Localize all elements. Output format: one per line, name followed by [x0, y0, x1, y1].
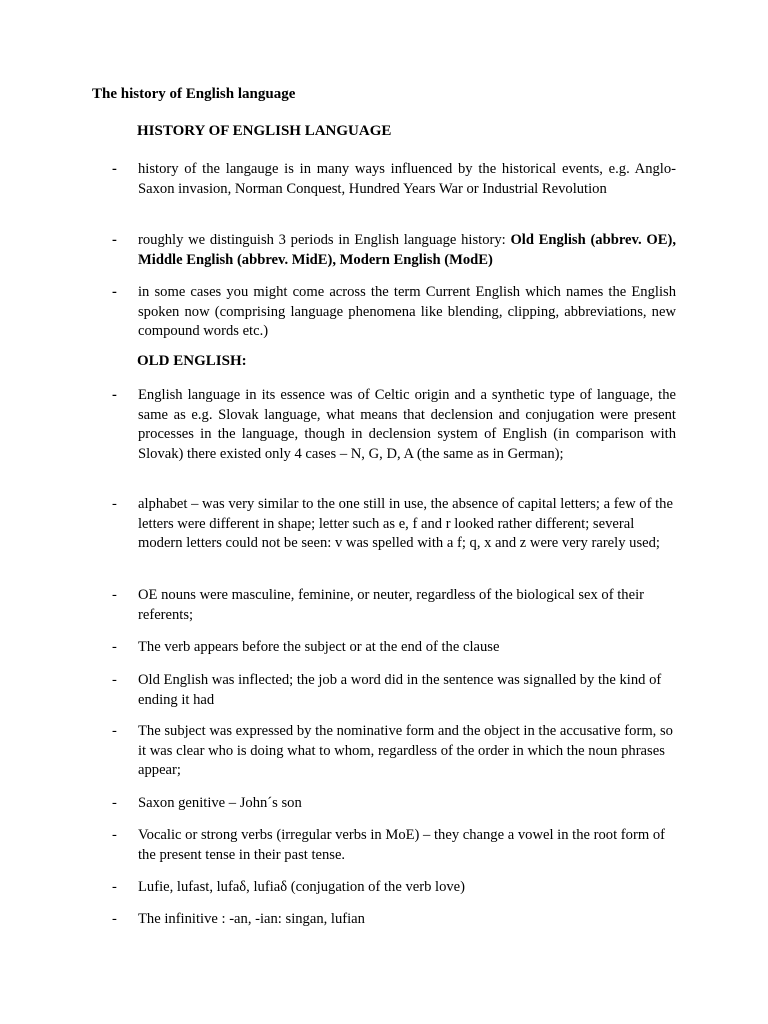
- heading-old-english: OLD ENGLISH:: [137, 353, 247, 369]
- bullet-dash: -: [112, 387, 117, 403]
- list-item: [112, 826, 676, 865]
- list-item-text: The infinitive : -an, -ian: singan, lufian: [138, 911, 365, 927]
- bullet-dash: -: [112, 496, 117, 512]
- list-item: [112, 495, 676, 554]
- list-item: [112, 794, 676, 814]
- list-item-text: in some cases you might come across the term Current English which names the English spoken now (comprising language phenomena like blending, clipping, abbreviations, new compound words etc.): [138, 284, 676, 339]
- list-item-text: Old English was inflected; the job a word did in the sentence was signalled by the kind of ending it had: [138, 672, 662, 708]
- bullet-dash: -: [112, 723, 117, 739]
- list-item: [112, 586, 676, 625]
- list-item-text: Lufie, lufast, lufaδ, lufiaδ (conjugation of the verb love): [138, 879, 466, 895]
- bullet-dash: -: [112, 879, 117, 895]
- list-item-text: English language in its essence was of Celtic origin and a synthetic type of language, the same as e.g. Slovak language, what means that declension and conjugation were present processes in the language, though in declension system of English (in comparison with Slovak) there existed only 4 cases – N, G, D, A (the same as in German);: [138, 387, 676, 462]
- document-title: The history of English language: [92, 86, 296, 102]
- bullet-dash: -: [112, 639, 117, 655]
- list-item: [112, 231, 676, 270]
- list-item-text-plain: roughly we distinguish 3 periods in English language history:: [138, 232, 511, 248]
- list-item: [112, 638, 676, 658]
- heading-history: HISTORY OF ENGLISH LANGUAGE: [137, 123, 392, 139]
- bullet-dash: -: [112, 672, 117, 688]
- bullet-dash: -: [112, 284, 117, 300]
- list-item-text: Saxon genitive – John´s son: [138, 795, 302, 811]
- bullet-dash: -: [112, 232, 117, 248]
- bullet-dash: -: [112, 827, 117, 843]
- bullet-dash: -: [112, 161, 117, 177]
- bullet-dash: -: [112, 911, 117, 927]
- list-item: [112, 671, 676, 710]
- list-item-text: [138, 231, 676, 270]
- list-item: [112, 283, 676, 342]
- list-item-text: alphabet – was very similar to the one still in use, the absence of capital letters; a few of the letters were different in shape; letter such as e, f and r looked rather different; several modern letters could not be seen: v was spelled with a f; q, x and z were very rarely used;: [138, 496, 673, 551]
- list-item-text: Vocalic or strong verbs (irregular verbs in MoE) – they change a vowel in the root form of the present tense in their past tense.: [138, 827, 665, 863]
- bullet-dash: -: [112, 795, 117, 811]
- list-item-text-bold: Old English (abbrev. OE), Middle English (abbrev. MidE), Modern English (ModE): [138, 232, 676, 268]
- list-item: [112, 910, 676, 930]
- list-item: [112, 160, 676, 199]
- list-item: [112, 878, 676, 898]
- list-item-text: The verb appears before the subject or at the end of the clause: [138, 639, 500, 655]
- list-item-text: OE nouns were masculine, feminine, or neuter, regardless of the biological sex of their referents;: [138, 587, 644, 623]
- list-item-text: history of the langauge is in many ways influenced by the historical events, e.g. Anglo-Saxon invasion, Norman Conquest, Hundred Years War or Industrial Revolution: [138, 161, 676, 197]
- list-item: [112, 722, 676, 781]
- bullet-dash: -: [112, 587, 117, 603]
- list-item-text: The subject was expressed by the nominative form and the object in the accusative form, so it was clear who is doing what to whom, regardless of the order in which the noun phrases appear;: [138, 723, 673, 778]
- list-item: [112, 386, 676, 464]
